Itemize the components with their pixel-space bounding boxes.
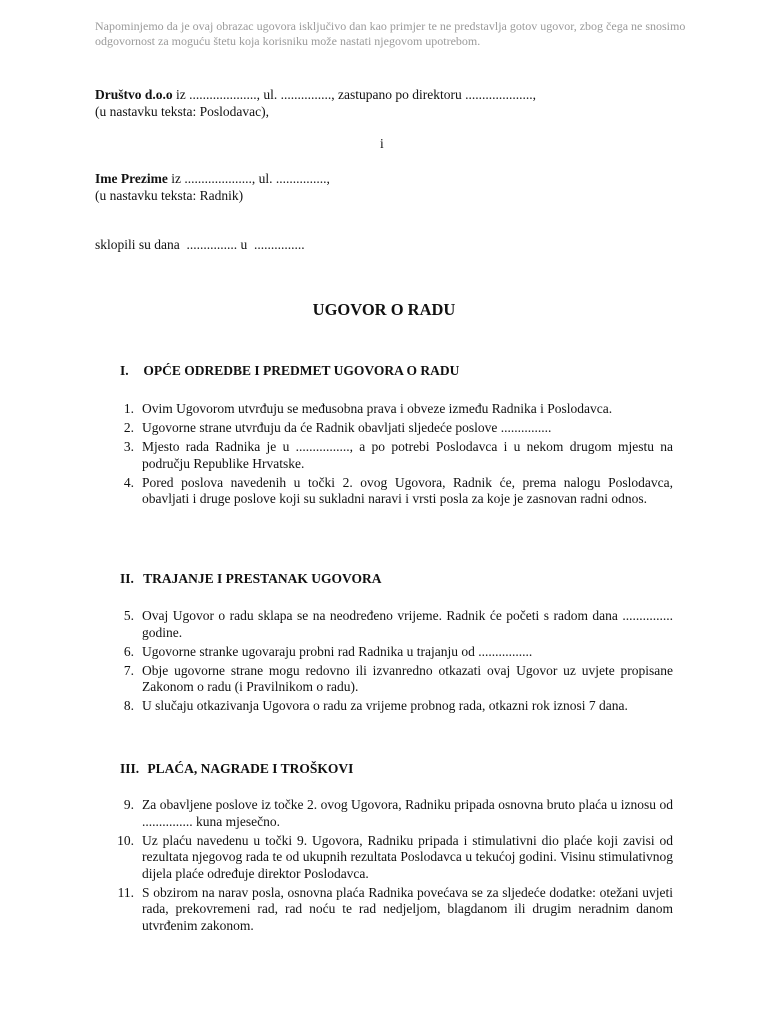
item-text: Ovaj Ugovor o radu sklapa se na neodređeno vrijeme. Radnik će početi s radom dana ............... godine. — [142, 608, 673, 640]
item-text: Ugovorne strane utvrđuju da će Radnik obavljati sljedeće poslove ............... — [142, 420, 552, 435]
item-text: Za obavljene poslove iz točke 2. ovog Ugovora, Radniku pripada osnovna bruto plaća u iznosu od ............... kuna mjesečno. — [142, 797, 673, 829]
item-number: 6. — [123, 643, 134, 659]
item-number: 7. — [123, 662, 134, 678]
item-text: Pored poslova navedenih u točki 2. ovog Ugovora, Radnik će, prema nalogu Poslodavca, obavljati i druge poslove koji su sukladni naravi i vrsti posla za koje je zasnovan radni odnos. — [142, 474, 673, 506]
list-item — [95, 833, 673, 883]
employee-block — [95, 170, 675, 204]
list-item — [95, 608, 673, 641]
item-number: 1. — [123, 401, 134, 416]
employee-alias: (u nastavku teksta: Radnik) — [95, 188, 244, 203]
item-text: Ovim Ugovorom utvrđuju se međusobna prava i obveze između Radnika i Poslodavca. — [142, 401, 613, 416]
list-item — [95, 439, 673, 472]
section-heading — [120, 571, 382, 587]
item-number: 8. — [123, 698, 134, 713]
item-number: 2. — [123, 420, 134, 435]
item-number: 10. — [117, 832, 134, 848]
section-number: I. — [120, 363, 129, 378]
section-title: TRAJANJE I PRESTANAK UGOVORA — [143, 571, 382, 586]
item-text: Mjesto rada Radnika je u ................, a po potrebi Poslodavca i u nekom drugom mjestu na području Republike Hrvatske. — [142, 439, 673, 471]
employer-details: iz ...................., ul. ..............., zastupano po direktoru ...................., — [172, 87, 536, 102]
section-number: III. — [120, 761, 140, 776]
item-text: S obzirom na narav posla, osnovna plaća Radnika povećava se za sljedeće dodatke: otežani uvjeti rada, prekovremeni rad, rad noću te rad nedjeljom, blagdanom ili drugim neradnim danom utvrđenim zakonom. — [142, 884, 673, 933]
item-number: 3. — [123, 439, 134, 454]
employer-alias: (u nastavku teksta: Poslodavac), — [95, 104, 269, 119]
document-title: UGOVOR O RADU — [312, 300, 456, 319]
section-heading — [120, 363, 459, 379]
employee-details: iz ...................., ul. ..............., — [167, 171, 330, 186]
section-items — [95, 608, 673, 717]
disclaimer-note: Napominjemo da je ovaj obrazac ugovora isključivo dan kao primjer te ne predstavlja gotov ugovor, zbog čega ne snosimo odgovornost za moguću štetu koja korisniku može nastati njegovom upotrebom. — [95, 19, 686, 48]
section-items — [95, 401, 673, 510]
employer-name: Društvo d.o.o — [95, 87, 173, 102]
item-text: Obje ugovorne strane mogu redovno ili izvanredno otkazati ovaj Ugovor uz uvjete propisane Zakonom o radu (i Pravilnikom o radu). — [142, 662, 673, 694]
section-items — [95, 797, 673, 937]
item-number: 4. — [123, 474, 134, 490]
list-item — [95, 644, 673, 661]
item-text: Uz plaću navedenu u točki 9. Ugovora, Radniku pripada i stimulativni dio plaće koji zavisi od rezultata njegovog rada te od ukupnih rezultata Poslodavca u tekućoj godini. Visinu stimulativnog dijela plaće određuje direktor Poslodavca. — [142, 832, 673, 881]
item-number: 9. — [123, 797, 134, 812]
employee-name: Ime Prezime — [95, 171, 168, 186]
item-text: U slučaju otkazivanja Ugovora o radu za vrijeme probnog rada, otkazni rok iznosi 7 dana. — [142, 698, 628, 713]
concluded-line: sklopili su dana ............... u ............... — [95, 237, 305, 252]
section-title: PLAĆA, NAGRADE I TROŠKOVI — [147, 761, 354, 776]
list-item — [95, 663, 673, 696]
list-item — [95, 401, 673, 418]
section-title: OPĆE ODREDBE I PREDMET UGOVORA O RADU — [143, 363, 460, 378]
section-heading — [120, 761, 353, 777]
list-item — [95, 797, 673, 830]
list-item — [95, 698, 673, 715]
list-item — [95, 420, 673, 437]
item-text: Ugovorne stranke ugovaraju probni rad Radnika u trajanju od ................ — [142, 643, 533, 659]
list-item — [95, 885, 673, 935]
section-number: II. — [120, 571, 134, 586]
item-number: 11. — [117, 884, 134, 900]
conjunction: i — [380, 136, 384, 151]
employer-block — [95, 86, 675, 120]
item-number: 5. — [123, 608, 134, 623]
list-item — [95, 475, 673, 508]
